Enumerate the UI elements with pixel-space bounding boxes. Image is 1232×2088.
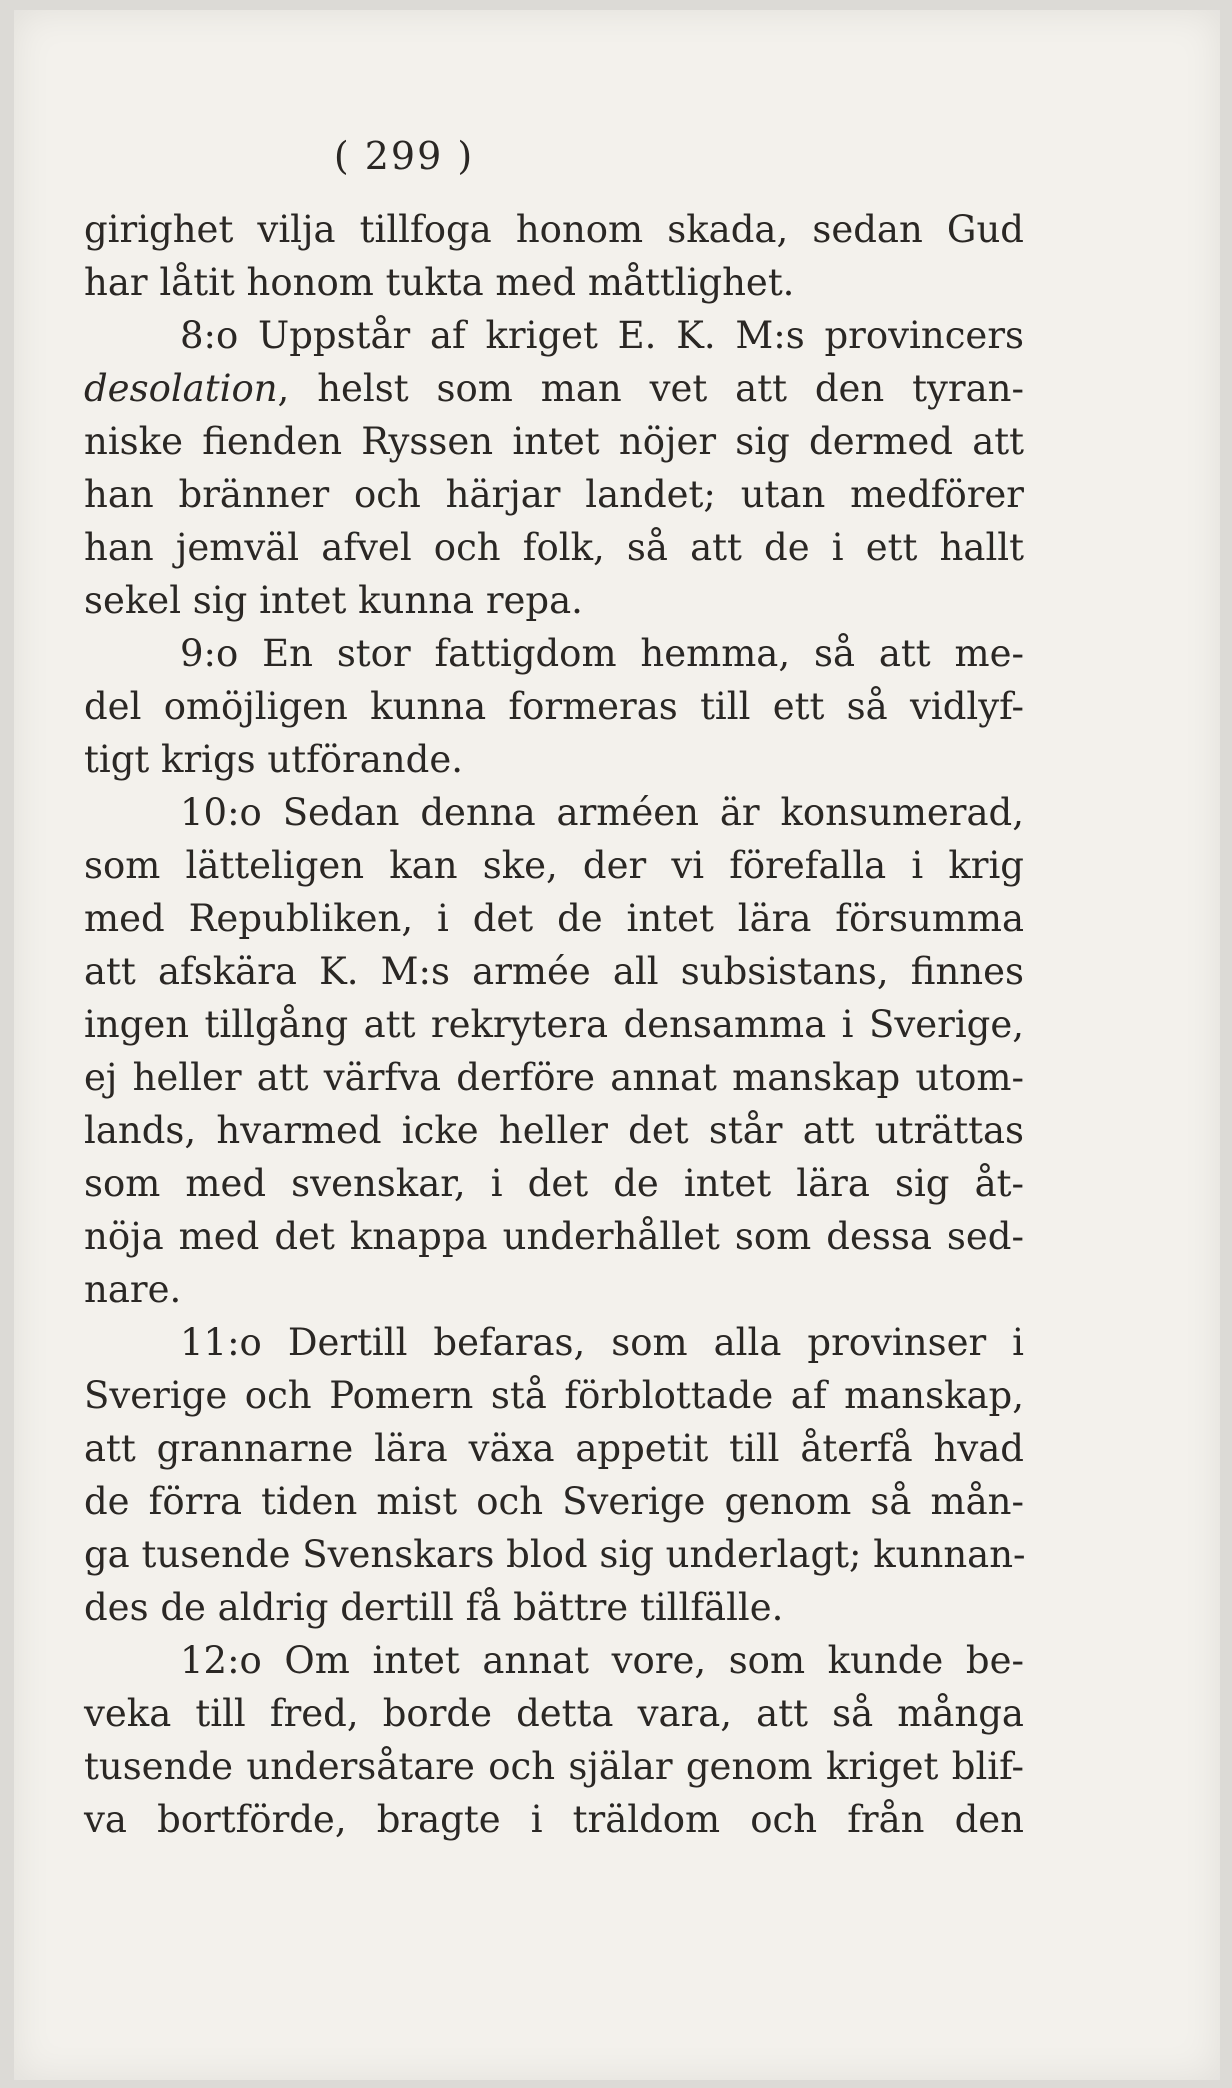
text-line: att afskära K. M:s armée all subsistans, finnes — [84, 950, 1024, 993]
page-number: ( 299 ) — [333, 134, 475, 178]
text-line: tigt krigs utförande. — [84, 738, 463, 781]
text-line: nare. — [84, 1268, 182, 1311]
text-line: 12:o Om intet annat vore, som kunde be- — [180, 1639, 1024, 1682]
line-remainder: , helst som man vet att den tyran- — [277, 367, 1024, 410]
text-line: att grannarne lära växa appetit till återfå hvad — [84, 1427, 1024, 1470]
text-line — [84, 362, 1024, 415]
text-line: niske fienden Ryssen intet nöjer sig dermed att — [84, 420, 1024, 463]
page-text — [84, 130, 1024, 1846]
text-line: 11:o Dertill befaras, som alla provinser i — [180, 1321, 1024, 1364]
text-line: som lätteligen kan ske, der vi förefalla i krig — [84, 844, 1024, 887]
text-line: 10:o Sedan denna arméen är konsumerad, — [180, 791, 1024, 834]
text-line: de förra tiden mist och Sverige genom så mån- — [84, 1480, 1024, 1523]
text-line: Sverige och Pomern stå förblottade af manskap, — [84, 1374, 1024, 1417]
text-line: tusende undersåtare och själar genom kriget blif- — [84, 1745, 1024, 1788]
text-line: veka till fred, borde detta vara, att så många — [84, 1692, 1024, 1735]
text-line: med Republiken, i det de intet lära försumma — [84, 897, 1024, 940]
text-line: 9:o En stor fattigdom hemma, så att me- — [180, 632, 1024, 675]
text-line: har låtit honom tukta med måttlighet. — [84, 261, 795, 304]
text-line: han jemväl afvel och folk, så att de i ett hallt — [84, 526, 1024, 569]
text-line: ingen tillgång att rekrytera densamma i Sverige, — [84, 1003, 1024, 1046]
text-line: lands, hvarmed icke heller det står att uträttas — [84, 1109, 1024, 1152]
text-line: del omöjligen kunna formeras till ett så vidlyf- — [84, 685, 1024, 728]
text-line: 8:o Uppstår af kriget E. K. M:s provincers — [180, 314, 1024, 357]
text-line: ga tusende Svenskars blod sig underlagt; kunnan- — [84, 1533, 1026, 1576]
text-line: som med svenskar, i det de intet lära sig åt- — [84, 1162, 1024, 1205]
text-line: va bortförde, bragte i träldom och från den — [84, 1798, 1024, 1841]
text-line: sekel sig intet kunna repa. — [84, 579, 583, 622]
italic-word: desolation — [84, 367, 278, 410]
text-line: des de aldrig dertill få bättre tillfälle. — [84, 1586, 784, 1629]
book-page — [14, 10, 1220, 2080]
text-line: girighet vilja tillfoga honom skada, sedan Gud — [84, 208, 1024, 251]
text-line: han bränner och härjar landet; utan medförer — [84, 473, 1024, 516]
text-line: nöja med det knappa underhållet som dessa sed- — [84, 1215, 1024, 1258]
text-line: ej heller att värfva derföre annat manskap utom- — [84, 1056, 1024, 1099]
